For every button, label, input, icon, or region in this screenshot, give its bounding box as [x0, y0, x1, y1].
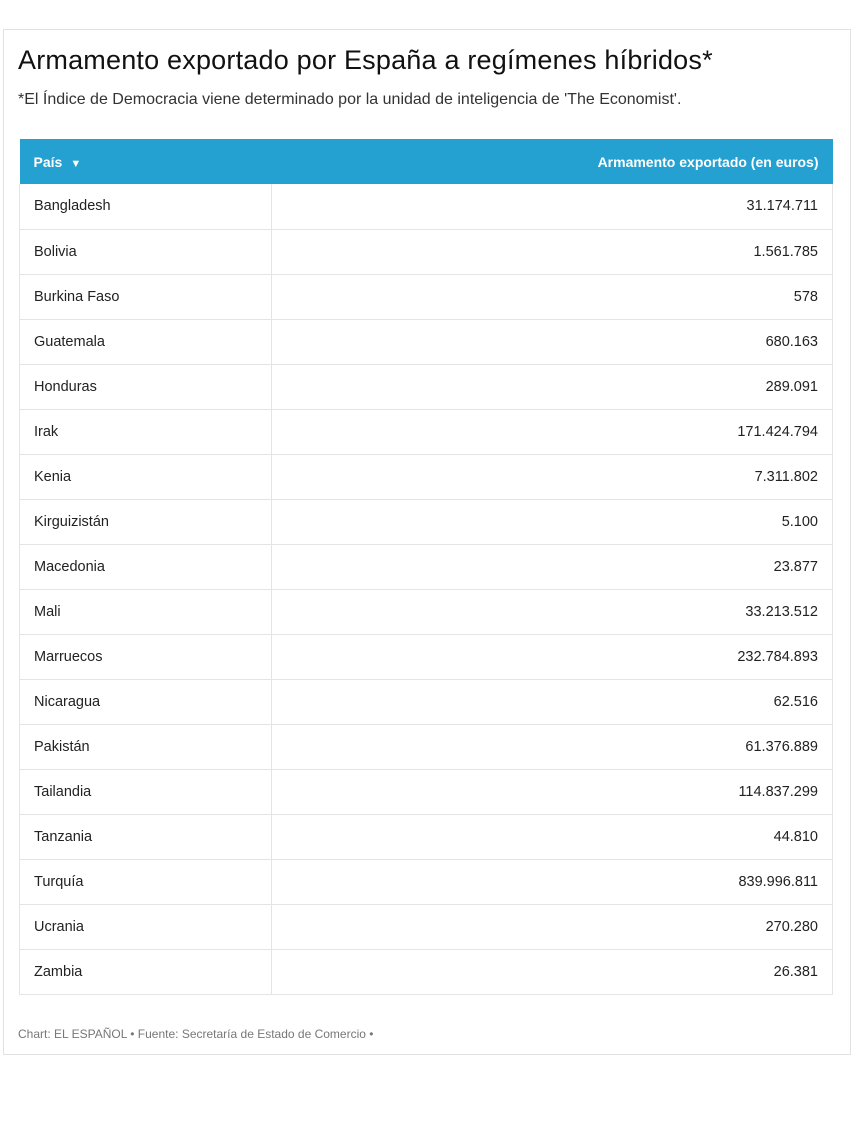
- column-header-value[interactable]: Armamento exportado (en euros): [597, 153, 819, 170]
- table-row: [20, 274, 833, 319]
- country-cell: Ucrania: [20, 904, 272, 949]
- country-cell: Kirguizistán: [20, 499, 272, 544]
- table-row: [20, 634, 833, 679]
- value-cell: 578: [272, 274, 833, 319]
- table-row: [20, 499, 833, 544]
- table-row: [20, 679, 833, 724]
- country-cell: Bolivia: [20, 229, 272, 274]
- country-cell: Turquía: [20, 859, 272, 904]
- value-cell: 1.561.785: [272, 229, 833, 274]
- value-cell: 232.784.893: [272, 634, 833, 679]
- table-row: [20, 184, 833, 229]
- chart-card: [3, 29, 851, 1055]
- table-row: [20, 319, 833, 364]
- value-cell: 23.877: [272, 544, 833, 589]
- table-row: [20, 814, 833, 859]
- table-row: [20, 589, 833, 634]
- chart-source-footer: Chart: EL ESPAÑOL • Fuente: Secretaría de Estado de Comercio •: [18, 1027, 374, 1041]
- table-header-row: [20, 139, 833, 184]
- chart-title: Armamento exportado por España a regímenes híbridos*: [18, 45, 713, 75]
- table-row: [20, 904, 833, 949]
- value-cell: 33.213.512: [272, 589, 833, 634]
- value-cell: 62.516: [272, 679, 833, 724]
- country-cell: Tailandia: [20, 769, 272, 814]
- table-row: [20, 724, 833, 769]
- table-body: [20, 184, 833, 994]
- table-row: [20, 454, 833, 499]
- value-cell: 26.381: [272, 949, 833, 994]
- country-cell: Guatemala: [20, 319, 272, 364]
- value-cell: 839.996.811: [272, 859, 833, 904]
- triangle-down-icon[interactable]: ▼: [70, 157, 82, 170]
- table-row: [20, 769, 833, 814]
- country-cell: Pakistán: [20, 724, 272, 769]
- country-cell: Macedonia: [20, 544, 272, 589]
- table-row: [20, 949, 833, 994]
- value-cell: 270.280: [272, 904, 833, 949]
- table-row: [20, 859, 833, 904]
- chart-subtitle: *El Índice de Democracia viene determinado por la unidad de inteligencia de 'The Economist'.: [18, 91, 682, 108]
- country-cell: Marruecos: [20, 634, 272, 679]
- country-cell: Nicaragua: [20, 679, 272, 724]
- table-row: [20, 409, 833, 454]
- country-cell: Tanzania: [20, 814, 272, 859]
- table-row: [20, 229, 833, 274]
- value-cell: 171.424.794: [272, 409, 833, 454]
- value-cell: 7.311.802: [272, 454, 833, 499]
- country-cell: Irak: [20, 409, 272, 454]
- value-cell: 680.163: [272, 319, 833, 364]
- country-cell: Kenia: [20, 454, 272, 499]
- country-cell: Zambia: [20, 949, 272, 994]
- country-cell: Bangladesh: [20, 184, 272, 229]
- value-cell: 44.810: [272, 814, 833, 859]
- table-row: [20, 544, 833, 589]
- value-cell: 31.174.711: [272, 184, 833, 229]
- column-header-label: País: [33, 153, 63, 170]
- country-cell: Burkina Faso: [20, 274, 272, 319]
- country-cell: Honduras: [20, 364, 272, 409]
- column-header-country[interactable]: [20, 139, 272, 184]
- value-cell: 114.837.299: [272, 769, 833, 814]
- value-cell: 289.091: [272, 364, 833, 409]
- value-cell: 61.376.889: [272, 724, 833, 769]
- value-cell: 5.100: [272, 499, 833, 544]
- country-cell: Mali: [20, 589, 272, 634]
- data-table: [19, 139, 833, 995]
- table-row: [20, 364, 833, 409]
